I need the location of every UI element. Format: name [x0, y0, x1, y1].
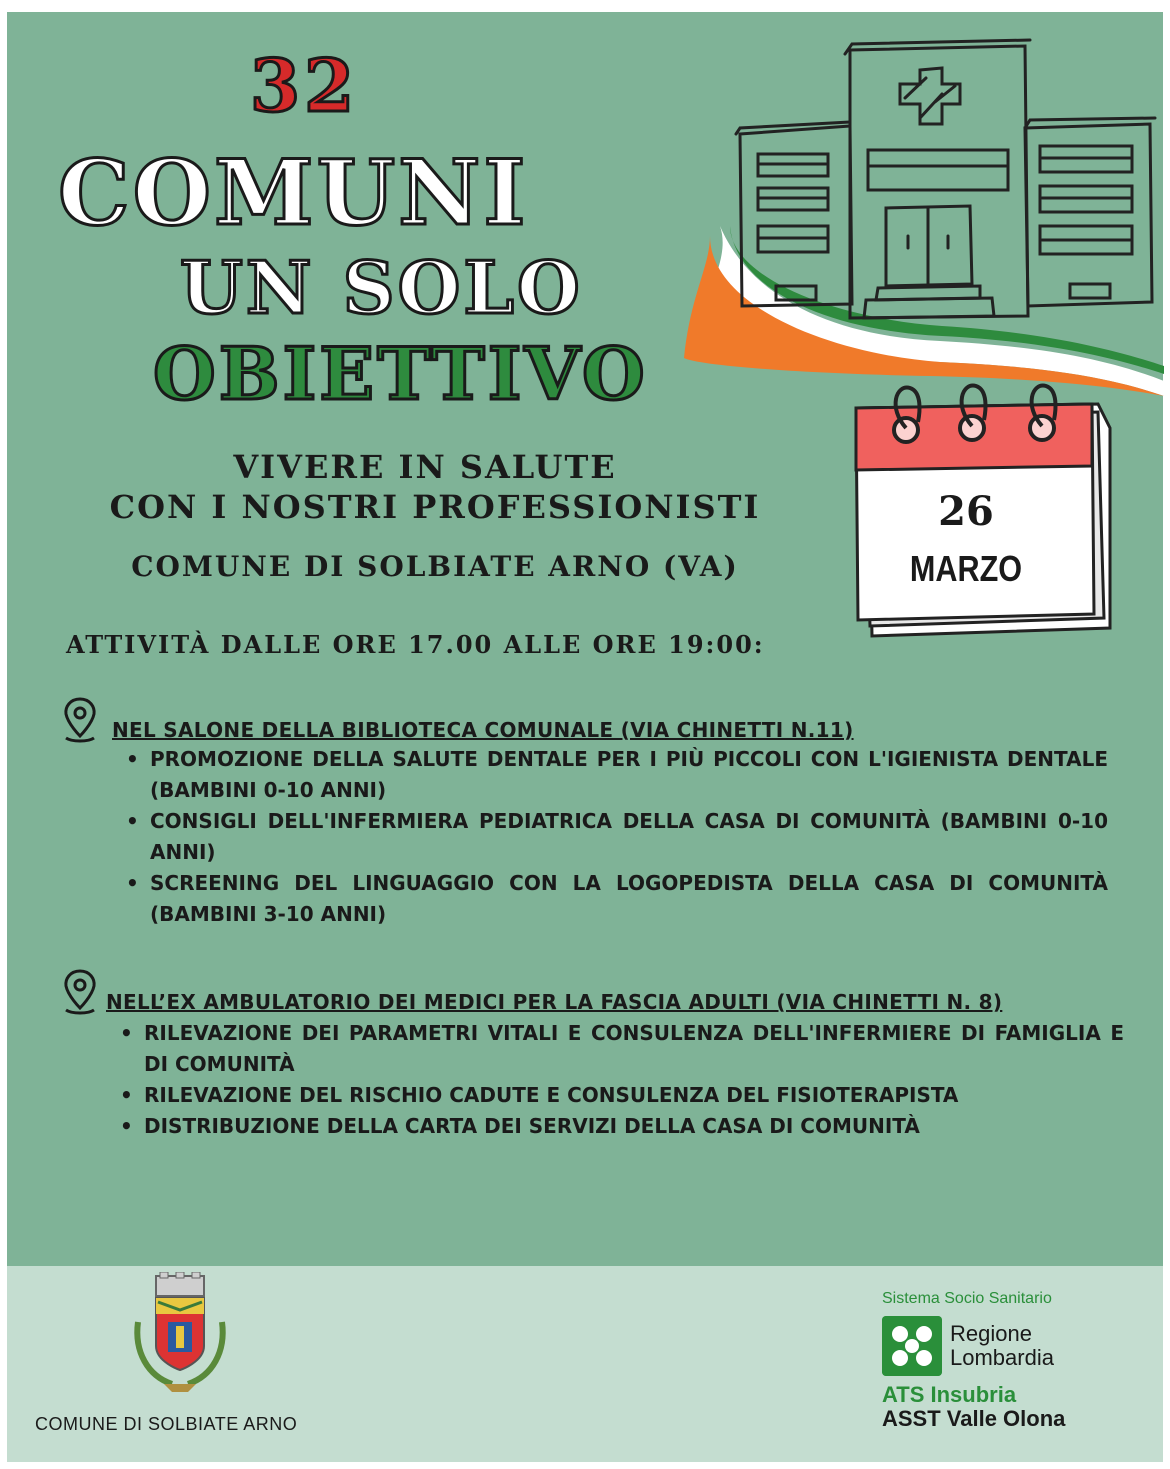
list-item: • CONSIGLI DELL'INFERMIERA PEDIATRICA DELLA CASA DI COMUNITÀ (BAMBINI 0-10 ANNI)	[150, 806, 1108, 868]
municipal-crest-icon	[128, 1272, 232, 1398]
subtitle-line2: CON I NOSTRI PROFESSIONISTI	[109, 488, 761, 526]
section-title: NELL’EX AMBULATORIO DEI MEDICI PER LA FASCIA ADULTI (VIA CHINETTI N. 8)	[106, 990, 1003, 1014]
subtitle-location: COMUNE DI SOLBIATE ARNO (VA)	[131, 550, 739, 583]
headline-comuni: COMUNI	[58, 140, 529, 246]
location-pin-icon	[62, 968, 98, 1016]
headline-number: 32	[250, 43, 359, 128]
headline-obiettivo: OBIETTIVO	[153, 331, 648, 416]
headline-un-solo: UN SOLO	[180, 245, 583, 330]
list-item: • PROMOZIONE DELLA SALUTE DENTALE PER I PIÙ PICCOLI CON L'IGIENISTA DENTALE (BAMBINI 0-10 ANNI)	[150, 744, 1108, 806]
calendar-day: 26	[938, 488, 994, 535]
regione-line2: Lombardia	[950, 1345, 1054, 1370]
location-pin-icon	[62, 696, 98, 744]
calendar-month: MARZO	[909, 548, 1023, 589]
section-title: NEL SALONE DELLA BIBLIOTECA COMUNALE (VIA CHINETTI N.11)	[112, 718, 854, 742]
footer-ats: ATS Insubria	[882, 1382, 1017, 1407]
footer-comune: COMUNE DI SOLBIATE ARNO	[35, 1414, 298, 1434]
regione-line1: Regione	[950, 1321, 1032, 1346]
regione-lombardia-logo-icon	[882, 1316, 942, 1376]
list-item: • SCREENING DEL LINGUAGGIO CON LA LOGOPEDISTA DELLA CASA DI COMUNITÀ (BAMBINI 3-10 ANNI)	[150, 868, 1108, 930]
footer-asst: ASST Valle Olona	[882, 1406, 1066, 1431]
schedule-text: ATTIVITÀ DALLE ORE 17.00 ALLE ORE 19:00:	[66, 630, 765, 659]
footer-sistema: Sistema Socio Sanitario	[882, 1290, 1052, 1307]
footer-regione	[950, 1322, 1054, 1370]
hospital-building-icon	[680, 36, 1164, 396]
list-item: • DISTRIBUZIONE DELLA CARTA DEI SERVIZI DELLA CASA DI COMUNITÀ	[144, 1111, 1124, 1142]
subtitle-line1: VIVERE IN SALUTE	[233, 448, 617, 486]
list-item: • RILEVAZIONE DEL RISCHIO CADUTE E CONSULENZA DEL FISIOTERAPISTA	[144, 1080, 1124, 1111]
list-item: • RILEVAZIONE DEI PARAMETRI VITALI E CONSULENZA DELL'INFERMIERE DI FAMIGLIA E DI COMUNITÀ	[144, 1018, 1124, 1080]
